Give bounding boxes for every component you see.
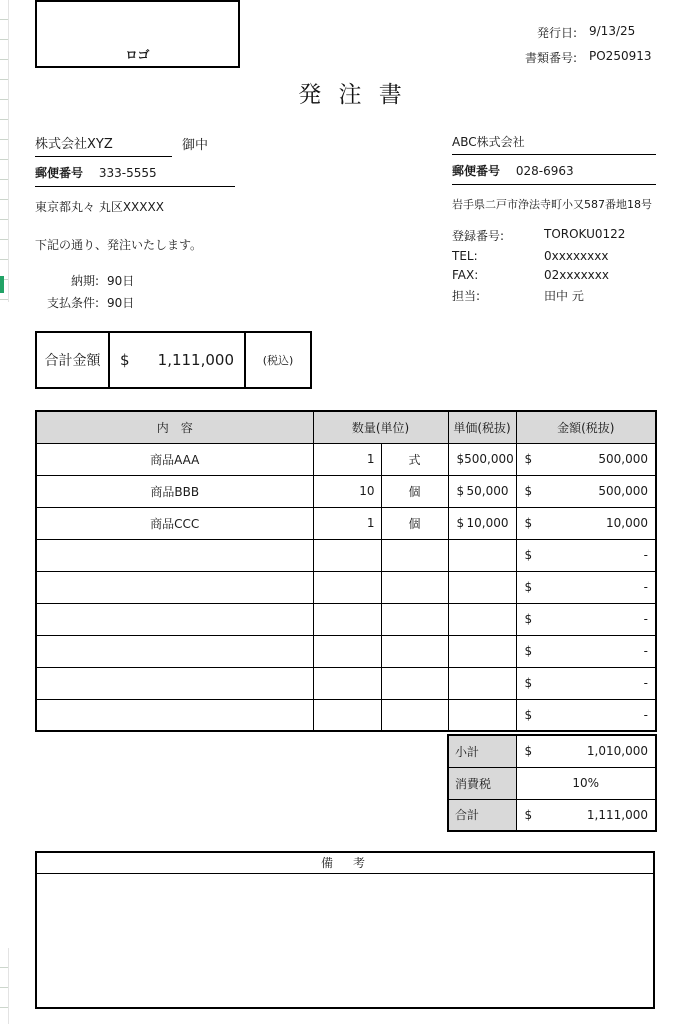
recipient-address: 東京都丸々 丸区XXXXX [35,200,164,214]
item-amount-cell [516,443,656,475]
issuer-block [452,133,656,304]
amount-value: - [643,676,648,690]
remarks-title: 備 考 [37,853,653,874]
item-description-cell [36,603,313,635]
tax-row [448,767,656,799]
fax-value: 02xxxxxxx [544,268,609,282]
grand-total-label: 合計 [448,799,516,831]
amount-value: - [643,644,648,658]
tax-label: 消費税 [448,767,516,799]
item-amount-cell [516,635,656,667]
item-description-cell [36,667,313,699]
doc-number-label: 書類番号: [524,51,577,65]
total-amount-value: 1,111,000 [157,351,234,369]
item-unit-cell [381,635,448,667]
contact-value: 田中 元 [544,289,584,303]
remarks-body [37,874,653,1009]
item-row [36,475,656,507]
terms-block [35,272,134,311]
amount-value: - [643,612,648,626]
item-row [36,571,656,603]
item-amount-cell [516,603,656,635]
subtotal-value: 1,010,000 [586,744,648,759]
item-qty-cell [313,699,381,731]
registration-label: 登録番号: [452,229,505,243]
amount-value: - [643,707,648,722]
header-description: 内 容 [36,411,313,443]
item-unit-cell [381,539,448,571]
item-row [36,443,656,475]
item-unit-price-cell [448,571,516,603]
remarks-box [35,851,655,1009]
grand-total-row [448,799,656,831]
item-unit-cell: 個 [381,507,448,539]
total-amount-label: 合計金額 [37,333,110,387]
document-meta [525,24,655,66]
item-unit-cell [381,699,448,731]
item-unit-price-cell [448,699,516,731]
unit-price-value: 10,000 [466,516,509,530]
contact-label: 担当: [452,289,481,303]
logo-text: ロゴ [125,48,150,62]
items-table [35,410,657,732]
amount-value: - [643,580,648,594]
amount-value: 10,000 [606,516,648,530]
page-title: 発 注 書 [298,82,407,108]
unit-price-value: 500,000 [464,452,514,466]
grand-total-value-cell [516,799,656,831]
currency-symbol: $ [524,548,533,562]
recipient-postal-row [35,157,235,187]
issuer-postal-code: 028-6963 [515,164,574,178]
item-qty-cell [313,635,381,667]
issuer-address: 岩手県二戸市浄法寺町小又587番地18号 [452,198,652,211]
issue-date-label: 発行日: [536,26,577,40]
header-qty-unit: 数量(単位) [313,411,448,443]
subtotal-value-cell [516,735,656,767]
tax-value: 10% [572,776,600,790]
item-qty-cell [313,667,381,699]
item-unit-cell: 式 [381,443,448,475]
item-amount-cell [516,507,656,539]
item-description-cell [36,635,313,667]
delivery-value: 90日 [107,274,135,288]
document-sheet [10,0,695,1024]
item-description-cell [36,699,313,731]
issuer-postal-label: 郵便番号 [452,164,501,178]
currency-symbol: $ [456,484,465,498]
item-description-cell: 商品CCC [36,507,313,539]
delivery-label: 納期: [70,274,99,288]
header-unit-price: 単価(税抜) [448,411,516,443]
spreadsheet-gridlines-bottom [0,948,9,1024]
unit-price-value: 50,000 [466,484,509,498]
currency-symbol: $ [524,644,533,658]
item-amount-cell [516,571,656,603]
amount-value: 500,000 [598,484,648,498]
currency-symbol: $ [524,676,533,690]
item-unit-price-cell [448,603,516,635]
item-row [36,539,656,571]
tel-value: 0xxxxxxxx [544,249,609,263]
fax-label: FAX: [452,268,479,282]
item-unit-price-cell [448,475,516,507]
currency-symbol: $ [524,744,533,759]
recipient-block [35,133,335,215]
item-row [36,667,656,699]
item-qty-cell [313,539,381,571]
currency-symbol: $ [456,452,465,466]
selection-marker [0,276,4,293]
item-unit-price-cell [448,539,516,571]
currency-symbol: $ [456,516,465,530]
currency-symbol: $ [524,612,533,626]
currency-symbol: $ [524,452,533,466]
recipient-name: 株式会社XYZ [35,133,172,157]
registration-value: TOROKU0122 [544,227,626,241]
item-unit-price-cell [448,443,516,475]
item-unit-cell [381,667,448,699]
payment-value: 90日 [107,296,135,310]
items-table-header-row [36,411,656,443]
doc-number-value: PO250913 [589,49,652,63]
item-description-cell [36,539,313,571]
recipient-postal-code: 333-5555 [98,166,157,180]
currency-symbol: $ [524,516,533,530]
total-amount-box [35,331,312,389]
issuer-contact-grid [452,227,656,304]
recipient-postal-label: 郵便番号 [35,166,84,180]
item-qty-cell: 10 [313,475,381,507]
summary-table [447,734,657,832]
item-qty-cell: 1 [313,443,381,475]
tel-label: TEL: [452,249,478,263]
payment-label: 支払条件: [46,296,99,310]
grand-total-value: 1,111,000 [586,807,648,822]
currency-symbol: $ [120,351,130,369]
currency-symbol: $ [524,807,533,822]
currency-symbol: $ [524,484,533,498]
item-unit-cell [381,571,448,603]
item-row [36,507,656,539]
item-row [36,699,656,731]
item-unit-price-cell [448,635,516,667]
amount-value: - [643,548,648,562]
item-qty-cell [313,603,381,635]
item-description-cell: 商品AAA [36,443,313,475]
item-amount-cell [516,475,656,507]
intro-line: 下記の通り、発注いたします。 [35,238,203,252]
currency-symbol: $ [524,707,533,722]
item-qty-cell [313,571,381,603]
item-unit-price-cell [448,507,516,539]
item-row [36,635,656,667]
issuer-name: ABC株式会社 [452,133,656,155]
issue-date-value: 9/13/25 [589,24,636,38]
item-unit-price-cell [448,667,516,699]
item-amount-cell [516,667,656,699]
recipient-name-row [35,133,335,157]
subtotal-label: 小計 [448,735,516,767]
total-amount-cell [110,333,246,387]
item-unit-cell [381,603,448,635]
tax-value-cell [516,767,656,799]
header-amount: 金額(税抜) [516,411,656,443]
item-qty-cell: 1 [313,507,381,539]
amount-value: 500,000 [598,452,648,466]
item-amount-cell [516,699,656,731]
recipient-honorific: 御中 [182,138,209,153]
item-description-cell [36,571,313,603]
subtotal-row [448,735,656,767]
tax-included-note: (税込) [262,354,294,367]
item-amount-cell [516,539,656,571]
item-unit-cell: 個 [381,475,448,507]
issuer-postal-row [452,155,656,185]
logo-box [35,0,240,68]
item-description-cell: 商品BBB [36,475,313,507]
item-row [36,603,656,635]
spreadsheet-gridlines-top [0,0,9,302]
currency-symbol: $ [524,580,533,594]
